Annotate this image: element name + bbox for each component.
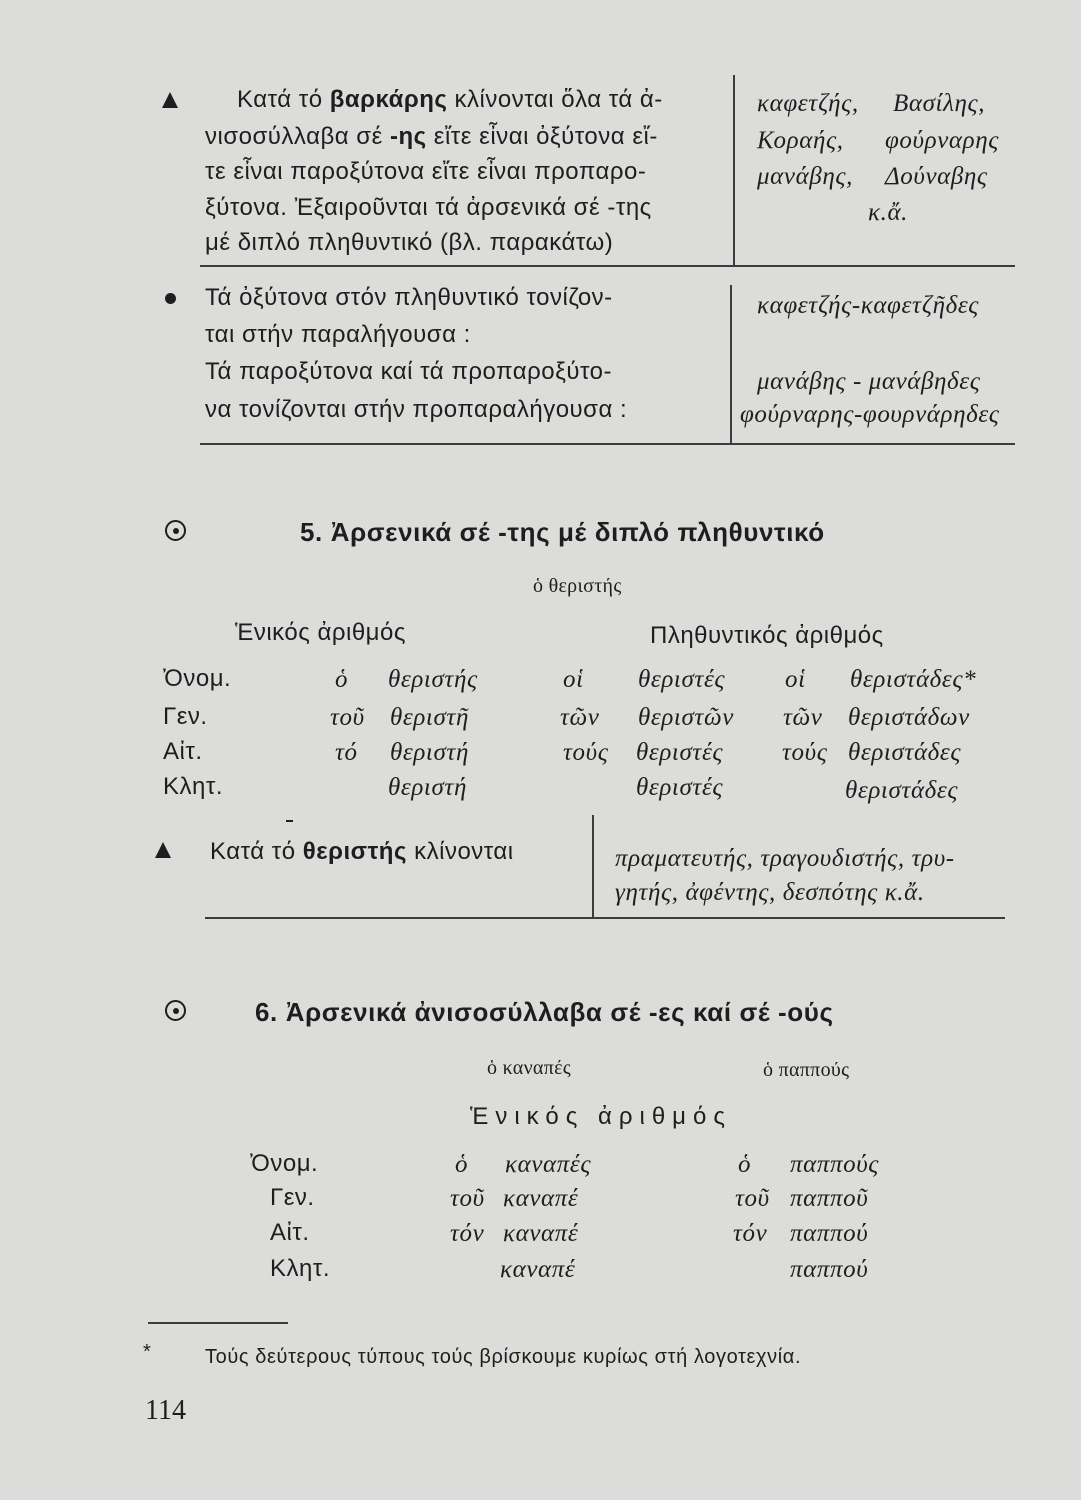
noun-form: καναπές [505, 1151, 592, 1178]
noun-form: παππού [790, 1256, 869, 1283]
text-segment: Κατά τό [237, 86, 330, 113]
singular-label: Ἑνικός ἀριθμός [235, 619, 406, 646]
noun-form: θεριστής [388, 666, 478, 693]
column-divider [730, 285, 732, 445]
footnote-rule [148, 1322, 288, 1324]
horizontal-rule [205, 917, 1005, 919]
bold-term: θεριστής [302, 838, 407, 865]
text-segment: εἴτε εἶναι ὀξύτονα εἴ- [426, 123, 658, 150]
bold-term: βαρκάρης [329, 86, 448, 113]
example-list-line: γητής, ἀφέντης, δεσπότης κ.ἄ. [615, 879, 925, 906]
example-word: καφετζής, [757, 90, 859, 117]
noun-form: καναπέ [500, 1256, 576, 1283]
example-pair: μανάβης - μανάβηδες [757, 368, 981, 395]
case-label: Αἰτ. [270, 1219, 310, 1246]
example-word: μανάβης, [757, 163, 853, 190]
article: τοῦ [450, 1185, 485, 1212]
rule-text-line: Τά παροξύτονα καί τά προπαροξύτο- [205, 358, 612, 385]
example-word: ὁ θεριστής [533, 575, 622, 597]
article: τοῦ [735, 1185, 770, 1212]
page-number: 114 [145, 1395, 186, 1426]
case-label: Γεν. [270, 1184, 315, 1211]
article: ὁ [455, 1151, 469, 1178]
horizontal-rule [200, 265, 1015, 267]
rule-text-line: τε εἶναι παροξύτονα εἴτε εἶναι προπαρο- [205, 158, 647, 185]
circled-dot-icon [165, 1000, 186, 1021]
rule-text-line: να τονίζονται στήν προπαραλήγουσα : [205, 396, 628, 423]
noun-form: θεριστές [638, 666, 726, 693]
example-word: ὁ καναπές [487, 1057, 572, 1079]
section-heading: 5. Ἀρσενικά σέ -της μέ διπλό πληθυντικό [300, 517, 825, 547]
bullet-icon [165, 293, 176, 304]
rule-text-line: ται στήν παραλήγουσα : [205, 321, 471, 348]
noun-form: θεριστή [390, 739, 469, 766]
rule-text-line: μέ διπλό πληθυντικό (βλ. παρακάτω) [205, 229, 614, 256]
article: τούς [782, 739, 828, 766]
text-segment: κλίνονται ὅλα τά ἀ- [447, 86, 663, 113]
horizontal-rule [200, 443, 1015, 445]
noun-form: θεριστάδες* [850, 666, 977, 693]
plural-label: Πληθυντικός ἀριθμός [650, 622, 884, 649]
article: τοῦ [330, 704, 365, 731]
noun-form: θεριστή [388, 774, 467, 801]
case-label: Κλητ. [270, 1255, 331, 1282]
example-word: Κοραής, [757, 127, 844, 154]
case-label: Ὀνομ. [163, 665, 232, 692]
triangle-icon [162, 92, 178, 108]
example-word: Βασίλης, [893, 90, 986, 117]
text-segment: Κατά τό [210, 838, 303, 865]
example-pair: φούρναρης-φουρνάρηδες [740, 401, 1000, 428]
article: οἱ [785, 666, 806, 693]
rule-text-line [237, 88, 663, 112]
noun-form: θεριστάδες [848, 739, 962, 766]
rule-text-line: ξύτονα. Ἐξαιροῦνται τά ἀρσενικά σέ -της [205, 194, 652, 221]
example-word: Δούναβης [885, 163, 988, 190]
section-heading: 6. Ἀρσενικά ἀνισοσύλλαβα σέ -ες καί σέ -ούς [255, 997, 834, 1027]
rule-text-line: Τά ὀξύτονα στόν πληθυντικό τονίζον- [205, 284, 613, 311]
article: οἱ [563, 666, 584, 693]
noun-form: θεριστές [636, 739, 724, 766]
noun-form: θεριστῶν [638, 704, 734, 731]
triangle-icon [155, 842, 171, 858]
article: τόν [733, 1220, 768, 1247]
example-word: ὁ παππούς [763, 1059, 850, 1081]
singular-label: Ἑνικός ἀριθμός [470, 1103, 732, 1130]
noun-form: καναπέ [503, 1185, 579, 1212]
text-segment: νισοσύλλαβα σέ [205, 123, 390, 150]
footnote-marker: * [143, 1341, 152, 1363]
noun-form: θεριστές [636, 774, 724, 801]
noun-form: θεριστάδων [848, 704, 970, 731]
article: τῶν [783, 704, 823, 731]
noun-form: θεριστῆ [390, 704, 469, 731]
noun-form: παπποῦ [790, 1185, 869, 1212]
case-label: Κλητ. [163, 773, 224, 800]
case-label: Ὀνομ. [250, 1150, 319, 1177]
bold-term: -ης [389, 123, 427, 150]
noun-form: παππούς [790, 1151, 880, 1178]
example-word: φούρναρης [885, 127, 999, 154]
example-pair: καφετζής-καφετζῆδες [757, 292, 980, 319]
article: τόν [450, 1220, 485, 1247]
column-divider [592, 815, 594, 917]
rule-text-line [210, 840, 514, 864]
text-segment: κλίνονται [406, 838, 514, 865]
article: ὁ [335, 666, 349, 693]
article: τό [335, 739, 358, 766]
case-label: Αἰτ. [163, 738, 203, 765]
print-mark [286, 820, 293, 822]
noun-form: θεριστάδες [845, 777, 959, 804]
column-divider [733, 75, 735, 265]
footnote-text: Τούς δεύτερους τύπους τούς βρίσκουμε κυρίως στή λογοτεχνία. [205, 1346, 802, 1368]
article: τῶν [560, 704, 600, 731]
example-word: κ.ἄ. [868, 199, 909, 226]
case-label: Γεν. [163, 703, 208, 730]
circled-dot-icon [165, 520, 186, 541]
example-list-line: πραματευτής, τραγουδιστής, τρυ- [615, 845, 955, 872]
noun-form: καναπέ [503, 1220, 579, 1247]
rule-text-line [205, 125, 658, 149]
noun-form: παππού [790, 1220, 869, 1247]
article: τούς [563, 739, 609, 766]
article: ὁ [738, 1151, 752, 1178]
